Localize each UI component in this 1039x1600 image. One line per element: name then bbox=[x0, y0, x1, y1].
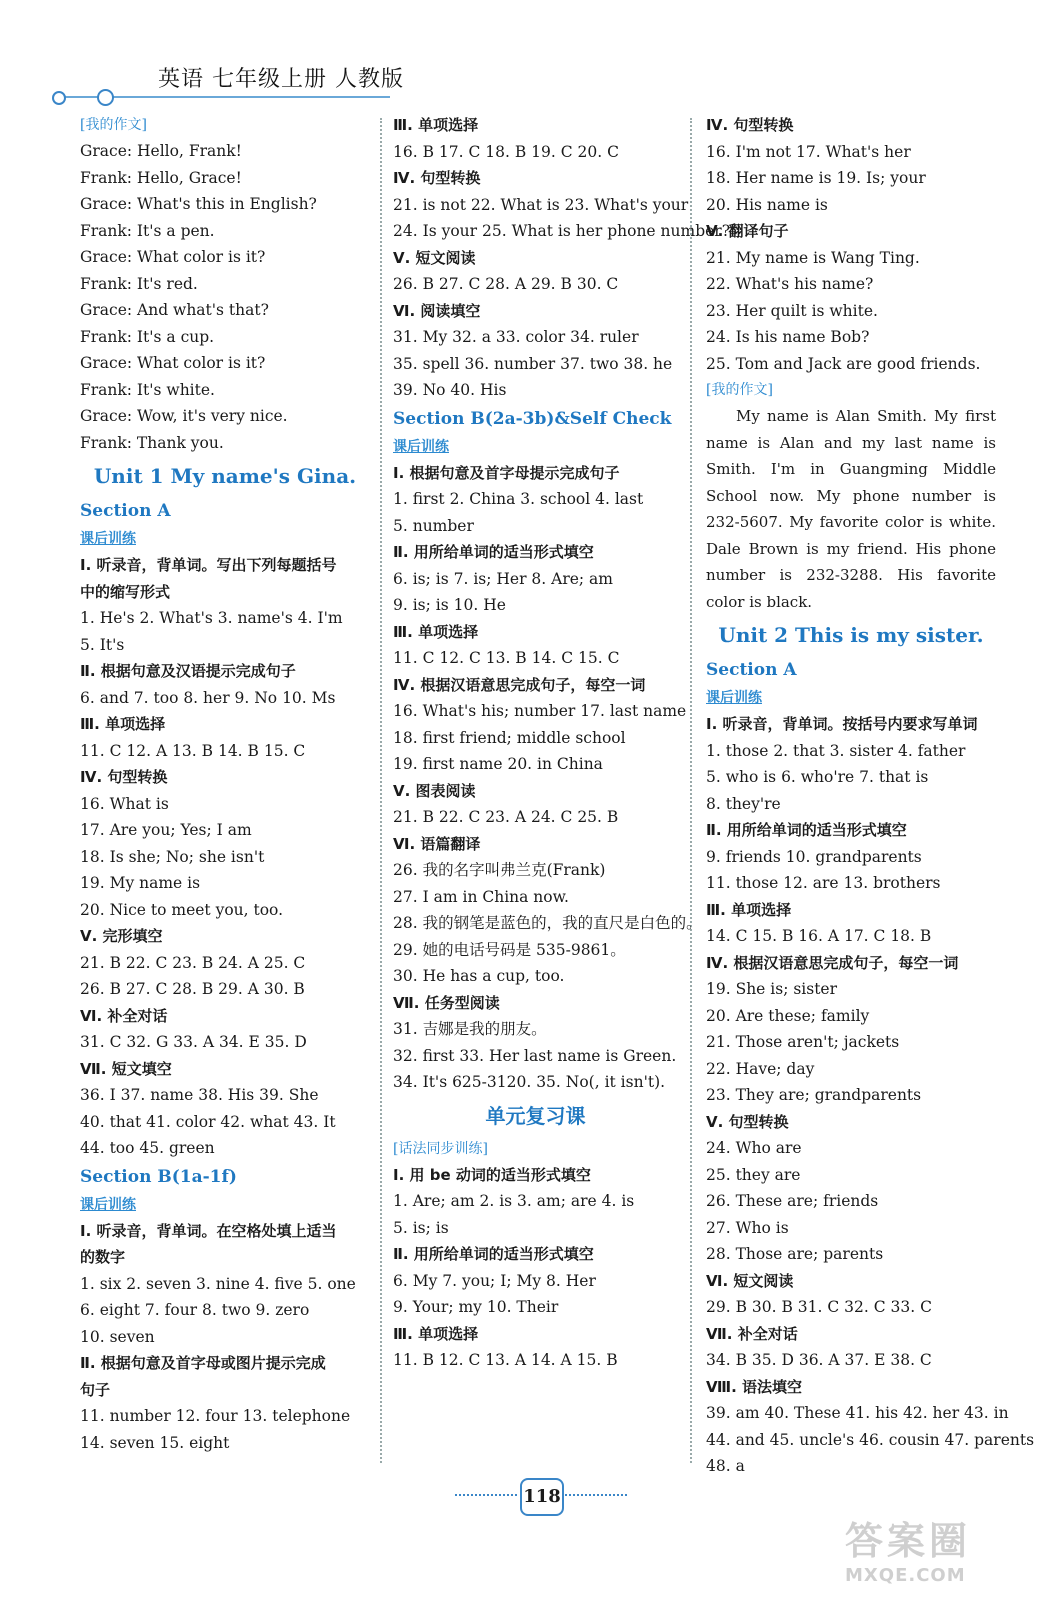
watermark-line-1: 答案圈 bbox=[845, 1519, 972, 1563]
answer-line: 16. I'm not 17. What's her bbox=[706, 142, 911, 161]
answer-line: Frank: It's white. bbox=[80, 380, 215, 399]
answer-line: 9. friends 10. grandparents bbox=[706, 847, 922, 866]
answer-line: Frank: Hello, Grace! bbox=[80, 168, 242, 187]
answer-line: 48. a bbox=[706, 1457, 745, 1475]
answer-line: 20. Are these; family bbox=[706, 1006, 870, 1025]
answer-line: 19. She is; sister bbox=[706, 980, 838, 998]
exercise-heading: Ⅰ. 听录音，背单词。写出下列每题括号 bbox=[80, 556, 337, 574]
exercise-heading: Ⅴ. 翻译句子 bbox=[706, 222, 789, 240]
answer-line: 32. first 33. Her last name is Green. bbox=[393, 1046, 677, 1065]
answer-line: 1. He's 2. What's 3. name's 4. I'm bbox=[80, 609, 343, 627]
exercise-heading: Ⅴ. 短文阅读 bbox=[393, 248, 476, 267]
unit-title: 单元复习课 bbox=[485, 1103, 586, 1128]
answer-line: 21. B 22. C 23. A 24. C 25. B bbox=[393, 808, 619, 826]
exercise-heading: Ⅵ. 补全对话 bbox=[80, 1006, 168, 1025]
answer-line: 14. seven 15. eight bbox=[80, 1433, 230, 1452]
answer-line: 21. My name is Wang Ting. bbox=[706, 248, 920, 267]
answer-line: 18. Is she; No; she isn't bbox=[80, 847, 265, 866]
answer-line: 1. those 2. that 3. sister 4. father bbox=[706, 741, 966, 760]
answer-line: 5. It's bbox=[80, 635, 125, 654]
answer-column-3 bbox=[706, 112, 1035, 1480]
exercise-heading: Ⅵ. 阅读填空 bbox=[393, 301, 481, 320]
section-heading: Section B(2a-3b)&Self Check bbox=[393, 408, 672, 429]
answer-line: 11. B 12. C 13. A 14. A 15. B bbox=[393, 1351, 618, 1369]
answer-line: 16. What is bbox=[80, 794, 169, 813]
exercise-heading: Ⅴ. 完形填空 bbox=[80, 927, 163, 945]
exercise-heading: Ⅱ. 根据句意及汉语提示完成句子 bbox=[80, 662, 296, 680]
answer-line: 39. No 40. His bbox=[393, 381, 507, 399]
answer-line: 11. number 12. four 13. telephone bbox=[80, 1407, 351, 1425]
watermark-logo bbox=[845, 1510, 1015, 1590]
unit-title: Unit 2 This is my sister. bbox=[718, 623, 984, 647]
bracket-tag: [话法同步训练] bbox=[393, 1140, 488, 1157]
answer-line: 25. they are bbox=[706, 1165, 801, 1184]
answer-line: 40. that 41. color 42. what 43. It bbox=[80, 1112, 336, 1131]
answer-line: 19. first name 20. in China bbox=[393, 755, 603, 773]
answer-line: 18. first friend; middle school bbox=[393, 728, 626, 747]
answer-line: 31. My 32. a 33. color 34. ruler bbox=[393, 328, 639, 346]
exercise-heading: Ⅰ. 用 be 动词的适当形式填空 bbox=[393, 1165, 591, 1184]
answer-line: 29. B 30. B 31. C 32. C 33. C bbox=[706, 1298, 932, 1316]
answer-line: 24. Who are bbox=[706, 1139, 802, 1157]
answer-line: 11. C 12. A 13. B 14. B 15. C bbox=[80, 741, 306, 760]
bracket-tag: [我的作文] bbox=[706, 382, 773, 398]
answer-line: 20. Nice to meet you, too. bbox=[80, 900, 284, 919]
exercise-heading: 的数字 bbox=[80, 1248, 126, 1266]
exercise-heading: Ⅶ. 短文填空 bbox=[80, 1059, 172, 1078]
answer-line: 5. who is 6. who're 7. that is bbox=[706, 768, 929, 786]
section-heading: Section B(1a-1f) bbox=[80, 1166, 237, 1187]
exercise-heading: Ⅷ. 语法填空 bbox=[706, 1377, 803, 1396]
training-tag: 课后训练 bbox=[706, 690, 762, 706]
answer-line: 24. Is his name Bob? bbox=[706, 328, 870, 346]
exercise-heading: Ⅵ. 短文阅读 bbox=[706, 1271, 794, 1290]
answer-line: 11. those 12. are 13. brothers bbox=[706, 874, 941, 892]
watermark-line-2: MXQE.COM bbox=[845, 1565, 966, 1586]
exercise-heading: Ⅲ. 单项选择 bbox=[706, 900, 792, 919]
exercise-heading: Ⅳ. 句型转换 bbox=[80, 768, 168, 786]
answer-line: Grace: What's this in English? bbox=[80, 195, 317, 213]
answer-line: Frank: It's red. bbox=[80, 274, 198, 293]
answer-line: 9. is; is 10. He bbox=[393, 596, 506, 614]
page-number-ornament bbox=[455, 1494, 517, 1496]
answer-line: 24. Is your 25. What is her phone number? bbox=[393, 222, 731, 240]
answer-line: 11. C 12. C 13. B 14. C 15. C bbox=[393, 649, 620, 667]
exercise-heading: Ⅴ. 句型转换 bbox=[706, 1112, 789, 1131]
answer-line: Frank: It's a pen. bbox=[80, 221, 215, 240]
answer-line: 26. B 27. C 28. A 29. B 30. C bbox=[393, 275, 619, 293]
header-title: 英语 七年级上册 人教版 bbox=[158, 67, 404, 92]
column-divider bbox=[380, 118, 382, 1463]
answer-line: 6. eight 7. four 8. two 9. zero bbox=[80, 1301, 310, 1319]
exercise-heading: Ⅱ. 用所给单词的适当形式填空 bbox=[393, 1245, 594, 1263]
answer-line: 16. B 17. C 18. B 19. C 20. C bbox=[393, 142, 619, 161]
answer-line: Grace: And what's that? bbox=[80, 301, 269, 319]
exercise-heading: Ⅲ. 单项选择 bbox=[393, 1324, 479, 1343]
answer-line: 44. and 45. uncle's 46. cousin 47. parents bbox=[706, 1430, 1035, 1449]
header-dot-icon bbox=[52, 91, 66, 105]
exercise-heading: Ⅰ. 听录音，背单词。在空格处填上适当 bbox=[80, 1221, 337, 1240]
exercise-heading: Ⅳ. 句型转换 bbox=[706, 116, 794, 134]
answer-line: 35. spell 36. number 37. two 38. he bbox=[393, 354, 673, 373]
exercise-heading: 中的缩写形式 bbox=[80, 582, 171, 601]
answer-line: Frank: It's a cup. bbox=[80, 327, 215, 346]
answer-line: 30. He has a cup, too. bbox=[393, 967, 565, 985]
answer-line: 31. 吉娜是我的朋友。 bbox=[393, 1020, 547, 1038]
exercise-heading: Ⅳ. 根据汉语意思完成句子，每空一词 bbox=[393, 675, 646, 694]
exercise-heading: Ⅰ. 根据句意及首字母提示完成句子 bbox=[393, 463, 620, 482]
exercise-heading: Ⅳ. 句型转换 bbox=[393, 169, 481, 187]
answer-line: 21. Those aren't; jackets bbox=[706, 1033, 900, 1051]
exercise-heading: Ⅱ. 根据句意及首字母或图片提示完成 bbox=[80, 1354, 326, 1372]
exercise-heading: Ⅳ. 根据汉语意思完成句子，每空一词 bbox=[706, 953, 959, 972]
answer-column-1 bbox=[80, 112, 370, 1456]
exercise-heading: Ⅶ. 补全对话 bbox=[706, 1324, 798, 1343]
exercise-heading: 句子 bbox=[80, 1380, 111, 1399]
exercise-heading: Ⅱ. 用所给单词的适当形式填空 bbox=[706, 821, 907, 839]
exercise-heading: Ⅶ. 任务型阅读 bbox=[393, 993, 500, 1012]
answer-line: 28. 我的钢笔是蓝色的，我的直尺是白色的。 bbox=[393, 914, 702, 932]
answer-line: 27. Who is bbox=[706, 1218, 789, 1237]
page-header bbox=[0, 0, 1039, 110]
exercise-heading: Ⅲ. 单项选择 bbox=[393, 116, 479, 134]
training-tag: 课后训练 bbox=[393, 438, 449, 455]
answer-line: Grace: What color is it? bbox=[80, 354, 266, 372]
answer-line: 26. These are; friends bbox=[706, 1192, 879, 1210]
answer-line: 8. they're bbox=[706, 794, 781, 813]
answer-line: 44. too 45. green bbox=[80, 1139, 215, 1157]
answer-line: 23. They are; grandparents bbox=[706, 1086, 922, 1104]
page-number: 118 bbox=[520, 1478, 564, 1516]
answer-line: 1. Are; am 2. is 3. am; are 4. is bbox=[393, 1192, 635, 1210]
answer-column-2 bbox=[393, 112, 731, 1374]
page-number-ornament bbox=[565, 1494, 627, 1496]
answer-line: 21. is not 22. What is 23. What's your bbox=[393, 195, 689, 214]
answer-line: 19. My name is bbox=[80, 874, 201, 892]
answer-line: 6. My 7. you; I; My 8. Her bbox=[393, 1271, 596, 1290]
training-tag: 课后训练 bbox=[80, 1196, 136, 1213]
answer-line: 39. am 40. These 41. his 42. her 43. in bbox=[706, 1404, 1009, 1422]
exercise-heading: Ⅰ. 听录音，背单词。按括号内要求写单词 bbox=[706, 715, 978, 733]
answer-line: 23. Her quilt is white. bbox=[706, 301, 878, 320]
unit-title: Unit 1 My name's Gina. bbox=[93, 464, 357, 488]
answer-line: 26. B 27. C 28. B 29. A 30. B bbox=[80, 980, 305, 998]
answer-line: 14. C 15. B 16. A 17. C 18. B bbox=[706, 927, 932, 945]
answer-line: 5. number bbox=[393, 516, 474, 535]
answer-line: 31. C 32. G 33. A 34. E 35. D bbox=[80, 1033, 307, 1051]
answer-line: Frank: Thank you. bbox=[80, 433, 224, 452]
answer-line: Grace: Wow, it's very nice. bbox=[80, 407, 288, 425]
exercise-heading: Ⅲ. 单项选择 bbox=[393, 622, 479, 641]
exercise-heading: Ⅱ. 用所给单词的适当形式填空 bbox=[393, 543, 594, 561]
answer-line: 1. six 2. seven 3. nine 4. five 5. one bbox=[80, 1274, 356, 1293]
answer-line: Grace: What color is it? bbox=[80, 248, 266, 266]
answer-line: 6. is; is 7. is; Her 8. Are; am bbox=[393, 569, 613, 588]
answer-line: 34. It's 625-3120. 35. No(, it isn't). bbox=[393, 1073, 666, 1091]
exercise-heading: Ⅲ. 单项选择 bbox=[80, 715, 166, 733]
answer-line: 17. Are you; Yes; I am bbox=[80, 821, 252, 839]
answer-line: 36. I 37. name 38. His 39. She bbox=[80, 1086, 319, 1104]
answer-line: 10. seven bbox=[80, 1327, 155, 1346]
answer-line: 6. and 7. too 8. her 9. No 10. Ms bbox=[80, 688, 336, 707]
training-tag: 课后训练 bbox=[80, 531, 136, 547]
answer-line: 20. His name is bbox=[706, 195, 828, 214]
section-heading: Section A bbox=[706, 660, 797, 680]
answer-line: 21. B 22. C 23. B 24. A 25. C bbox=[80, 953, 306, 972]
answer-line: 9. Your; my 10. Their bbox=[393, 1298, 559, 1316]
bracket-tag: [我的作文] bbox=[80, 117, 147, 133]
answer-line: 22. Have; day bbox=[706, 1059, 815, 1078]
answer-line: 26. 我的名字叫弗兰克(Frank) bbox=[393, 861, 606, 879]
answer-line: 27. I am in China now. bbox=[393, 887, 569, 906]
answer-line: 25. Tom and Jack are good friends. bbox=[706, 354, 981, 373]
answer-line: Grace: Hello, Frank! bbox=[80, 142, 242, 160]
answer-line: 34. B 35. D 36. A 37. E 38. C bbox=[706, 1351, 932, 1369]
answer-line: 18. Her name is 19. Is; your bbox=[706, 169, 926, 187]
answer-line: 1. first 2. China 3. school 4. last bbox=[393, 490, 644, 508]
answer-line: 29. 她的电话号码是 535-9861。 bbox=[393, 940, 626, 959]
answer-line: 16. What's his; number 17. last name bbox=[393, 702, 687, 720]
essay-paragraph: My name is Alan Smith. My first name is Alan and my last name is Smith. I'm in Guangming Middle School now. My phone number is 232-5607. My favorite color is white. Dale Brown is my friend. His phone number is 232-3288. His favorite color is black. bbox=[706, 407, 996, 611]
column-divider bbox=[690, 118, 692, 1463]
section-heading: Section A bbox=[80, 501, 171, 521]
header-dot-icon bbox=[97, 89, 114, 106]
answer-line: 28. Those are; parents bbox=[706, 1245, 884, 1263]
exercise-heading: Ⅵ. 语篇翻译 bbox=[393, 834, 481, 853]
answer-line: 5. is; is bbox=[393, 1218, 449, 1237]
answer-line: 22. What's his name? bbox=[706, 275, 874, 293]
exercise-heading: Ⅴ. 图表阅读 bbox=[393, 781, 476, 800]
